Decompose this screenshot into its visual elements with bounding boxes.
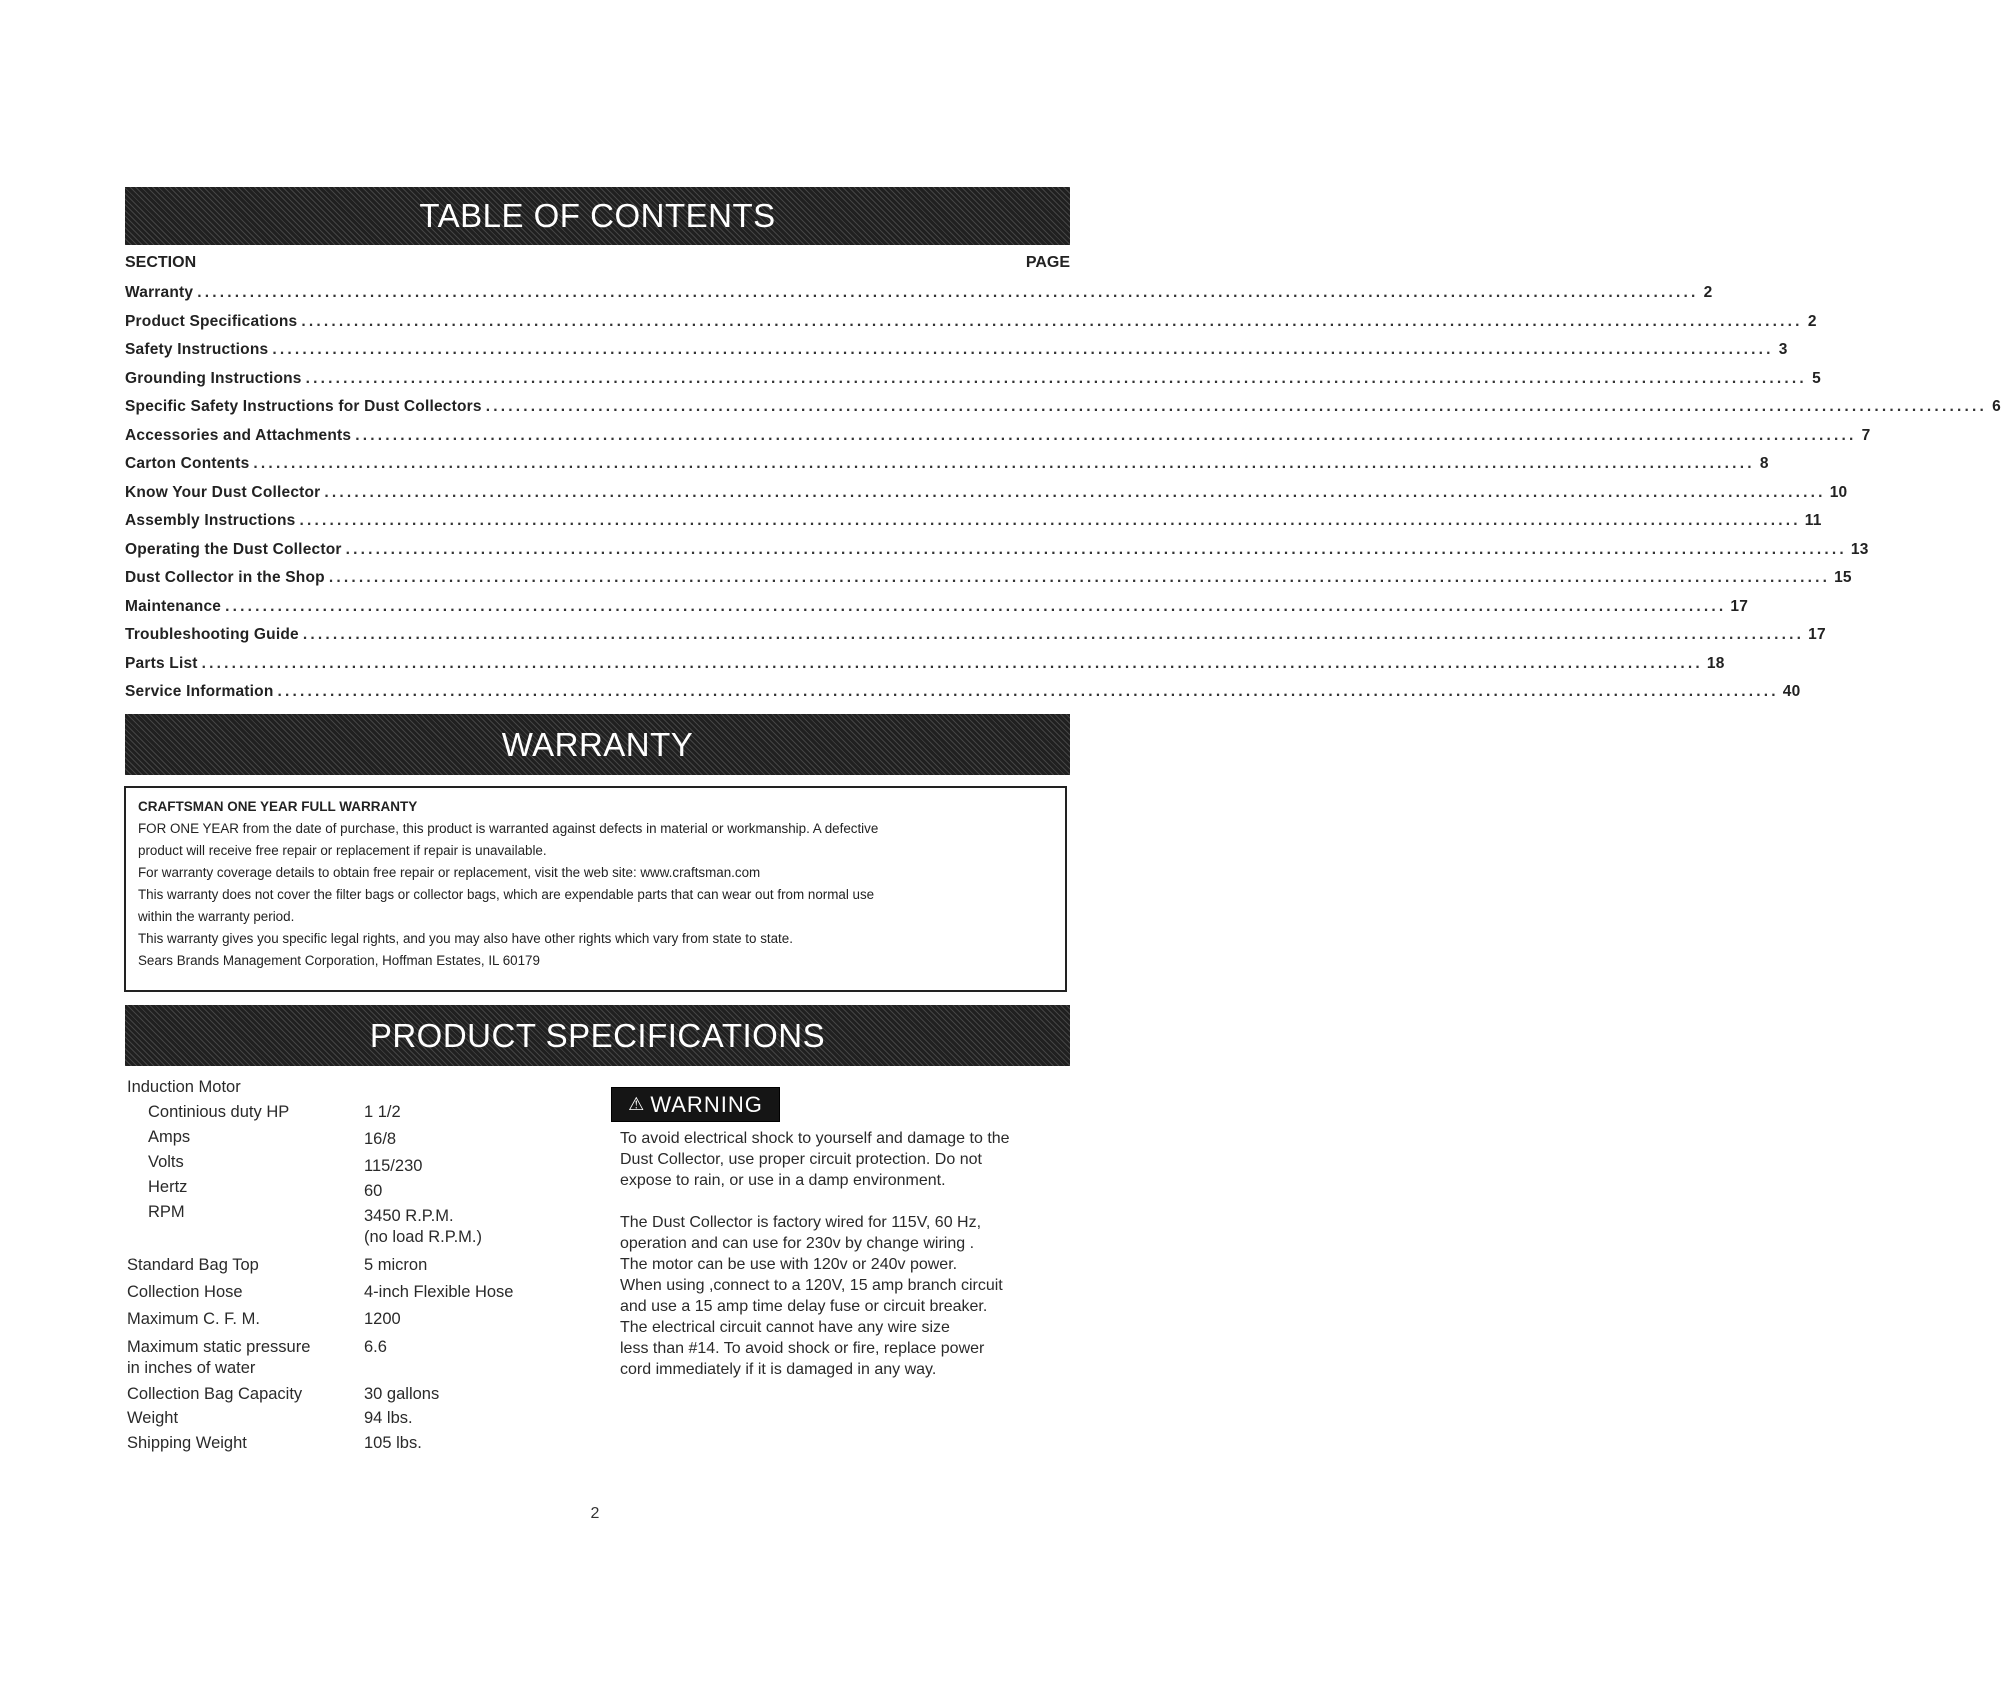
spec-hose-label: Collection Hose: [127, 1283, 243, 1301]
spec-bag-capacity-value: 30 gallons: [364, 1385, 440, 1403]
spec-hertz-label: Hertz: [148, 1178, 188, 1196]
warranty-line: For warranty coverage details to obtain free repair or replacement, visit the web site: www.craftsman.com: [138, 865, 761, 880]
spec-hertz-value: 60: [364, 1182, 383, 1200]
warning-triangle-icon: ⚠: [628, 1094, 646, 1114]
spec-induction-motor-label: Induction Motor: [127, 1078, 241, 1096]
toc-entry-troubleshooting[interactable]: [125, 626, 1826, 655]
spec-hose-value: 4-inch Flexible Hose: [364, 1283, 514, 1301]
toc-entry-title: Parts List: [125, 654, 198, 672]
toc-leader-dots: ........................................................................................................................................................................................................: [225, 597, 1727, 615]
toc-entry-warranty[interactable]: [125, 284, 1713, 313]
toc-entry-page: 7: [1861, 426, 1871, 444]
spec-hp-label: Continious duty HP: [148, 1103, 290, 1121]
toc-entry-page: 2: [1703, 284, 1713, 301]
spec-bag-capacity-label: Collection Bag Capacity: [127, 1385, 303, 1403]
spec-rpm-label: RPM: [148, 1203, 185, 1221]
toc-entry-maintenance[interactable]: [125, 597, 1749, 627]
toc-entry-accessories[interactable]: [125, 426, 1871, 456]
spec-ship-weight-value: 105 lbs.: [364, 1434, 422, 1452]
warning-line: operation and can use for 230v by change wiring .: [620, 1235, 975, 1252]
toc-entry-title: Specific Safety Instructions for Dust Collectors: [125, 398, 482, 415]
spec-rpm-note: (no load R.P.M.): [364, 1228, 482, 1246]
toc-entry-title: Safety Instructions: [125, 341, 269, 358]
warranty-box: [124, 786, 1067, 992]
spec-weight-label: Weight: [127, 1409, 179, 1427]
warning-line: cord immediately if it is damaged in any way.: [620, 1361, 937, 1378]
toc-entry-page: 40: [1782, 683, 1801, 700]
toc-entry-title: Maintenance: [125, 597, 222, 615]
toc-entry-title: Troubleshooting Guide: [125, 626, 299, 643]
warning-paragraph-1: [620, 1128, 1070, 1191]
toc-entry-title: Service Information: [125, 683, 274, 700]
toc-entry-page: 11: [1804, 512, 1822, 529]
toc-entry-page: 17: [1808, 626, 1826, 643]
spec-amps-value: 16/8: [364, 1130, 397, 1148]
warranty-title: WARRANTY: [501, 725, 694, 763]
warranty-box-title: CRAFTSMAN ONE YEAR FULL WARRANTY: [138, 799, 418, 814]
toc-title: TABLE OF CONTENTS: [419, 197, 776, 234]
toc-leader-dots: ........................................................................................................................................................................................................: [272, 341, 1774, 358]
warning-line: When using ,connect to a 120V, 15 amp branch circuit: [620, 1277, 1003, 1294]
specs-banner: [125, 1005, 1070, 1066]
toc-entry-operating[interactable]: [125, 540, 1869, 570]
toc-entry-page: 2: [1807, 312, 1817, 330]
spec-cfm-value: 1200: [364, 1310, 401, 1328]
warranty-line: Sears Brands Management Corporation, Hoffman Estates, IL 60179: [138, 953, 540, 968]
spec-hp-value: 1 1/2: [364, 1103, 401, 1121]
spec-static-label: Maximum static pressure: [127, 1338, 311, 1356]
warning-paragraph-2: [620, 1212, 1070, 1380]
toc-entry-title: Product Specifications: [125, 312, 298, 330]
toc-entry-safety-instructions[interactable]: [125, 341, 1788, 370]
toc-entry-page: 8: [1759, 455, 1769, 472]
toc-entry-title: Carton Contents: [125, 455, 250, 472]
toc-leader-dots: ........................................................................................................................................................................................................: [305, 369, 1807, 387]
toc-header: [125, 254, 1070, 272]
spec-static-label-cont: in inches of water: [127, 1359, 256, 1377]
warning-line: less than #14. To avoid shock or fire, replace power: [620, 1340, 985, 1357]
warning-line: The motor can be use with 120v or 240v power.: [620, 1256, 958, 1273]
warranty-line: This warranty does not cover the filter bags or collector bags, which are expendable parts that can wear out from normal use: [138, 887, 875, 902]
warranty-line: within the warranty period.: [138, 909, 295, 924]
toc-leader-dots: ........................................................................................................................................................................................................: [485, 398, 1987, 415]
spec-bag-top-label: Standard Bag Top: [127, 1256, 259, 1274]
toc-entry-page: 13: [1850, 540, 1869, 558]
warranty-line: This warranty gives you specific legal rights, and you may also have other rights which vary from state to state.: [138, 931, 793, 946]
spec-cfm-label: Maximum C. F. M.: [127, 1310, 260, 1328]
toc-entry-title: Accessories and Attachments: [125, 426, 352, 444]
spec-volts-value: 115/230: [364, 1157, 423, 1175]
toc-entry-grounding-instructions[interactable]: [125, 369, 1821, 399]
toc-leader-dots: ........................................................................................................................................................................................................: [302, 626, 1805, 643]
spec-volts-label: Volts: [148, 1153, 184, 1171]
toc-entry-page: 5: [1812, 369, 1821, 387]
toc-entry-page: 10: [1829, 483, 1848, 501]
spec-static-value: 6.6: [364, 1338, 387, 1356]
toc-entry-assembly-instructions[interactable]: [125, 512, 1822, 541]
toc-entry-specific-safety[interactable]: [125, 398, 2001, 427]
warning-badge: [611, 1087, 780, 1122]
toc-banner: [125, 187, 1070, 245]
toc-entry-in-the-shop[interactable]: [125, 569, 1852, 598]
toc-entry-title: Operating the Dust Collector: [125, 540, 342, 558]
toc-entry-title: Warranty: [125, 284, 194, 301]
toc-leader-dots: ........................................................................................................................................................................................................: [253, 455, 1755, 472]
toc-entry-page: 3: [1778, 341, 1788, 358]
spec-amps-label: Amps: [148, 1128, 191, 1146]
toc-leader-dots: ........................................................................................................................................................................................................: [301, 312, 1803, 330]
toc-entry-page: 17: [1730, 597, 1749, 615]
toc-entry-service-information[interactable]: [125, 683, 1801, 712]
warning-line: The Dust Collector is factory wired for 115V, 60 Hz,: [620, 1214, 982, 1231]
page-number: 2: [590, 1505, 600, 1522]
toc-leader-dots: ........................................................................................................................................................................................................: [345, 540, 1847, 558]
spec-bag-top-value: 5 micron: [364, 1256, 428, 1274]
warning-line: expose to rain, or use in a damp environment.: [620, 1172, 946, 1189]
toc-leader-dots: ........................................................................................................................................................................................................: [328, 569, 1831, 586]
toc-entry-page: 18: [1706, 654, 1725, 672]
toc-list: [125, 284, 2001, 712]
toc-entry-title: Dust Collector in the Shop: [125, 569, 325, 586]
toc-section-header: SECTION: [125, 254, 197, 271]
toc-page-header: PAGE: [1025, 254, 1070, 271]
warranty-line: FOR ONE YEAR from the date of purchase, this product is warranted against defects in material or workmanship. A defective: [138, 821, 879, 836]
toc-entry-title: Know Your Dust Collector: [125, 483, 321, 501]
toc-entry-page: 15: [1834, 569, 1852, 586]
toc-entry-carton-contents[interactable]: [125, 455, 1769, 484]
warning-line: Dust Collector, use proper circuit protection. Do not: [620, 1151, 982, 1168]
specs-title: PRODUCT SPECIFICATIONS: [369, 1016, 826, 1054]
toc-entry-page: 6: [1992, 398, 2001, 415]
toc-entry-parts-list[interactable]: [125, 654, 1725, 684]
warranty-line: product will receive free repair or replacement if repair is unavailable.: [138, 843, 547, 858]
warning-line: To avoid electrical shock to yourself and damage to the: [620, 1130, 1010, 1147]
toc-leader-dots: ........................................................................................................................................................................................................: [201, 654, 1703, 672]
toc-entry-title: Assembly Instructions: [125, 512, 296, 529]
warranty-banner: [125, 714, 1070, 775]
toc-leader-dots: ........................................................................................................................................................................................................: [324, 483, 1826, 501]
toc-leader-dots: ........................................................................................................................................................................................................: [299, 512, 1801, 529]
spec-rpm-value: 3450 R.P.M.: [364, 1207, 454, 1225]
toc-leader-dots: ........................................................................................................................................................................................................: [355, 426, 1857, 444]
toc-entry-know-your-dust-collector[interactable]: [125, 483, 1848, 513]
warning-label: WARNING: [650, 1091, 763, 1117]
spec-weight-value: 94 lbs.: [364, 1409, 413, 1427]
toc-leader-dots: ........................................................................................................................................................................................................: [197, 284, 1699, 301]
toc-entry-title: Grounding Instructions: [125, 369, 302, 387]
toc-entry-product-specifications[interactable]: [125, 312, 1817, 342]
spec-ship-weight-label: Shipping Weight: [127, 1434, 247, 1452]
warning-line: and use a 15 amp time delay fuse or circuit breaker.: [620, 1298, 988, 1315]
warning-line: The electrical circuit cannot have any wire size: [620, 1319, 950, 1336]
toc-leader-dots: ........................................................................................................................................................................................................: [277, 683, 1779, 700]
